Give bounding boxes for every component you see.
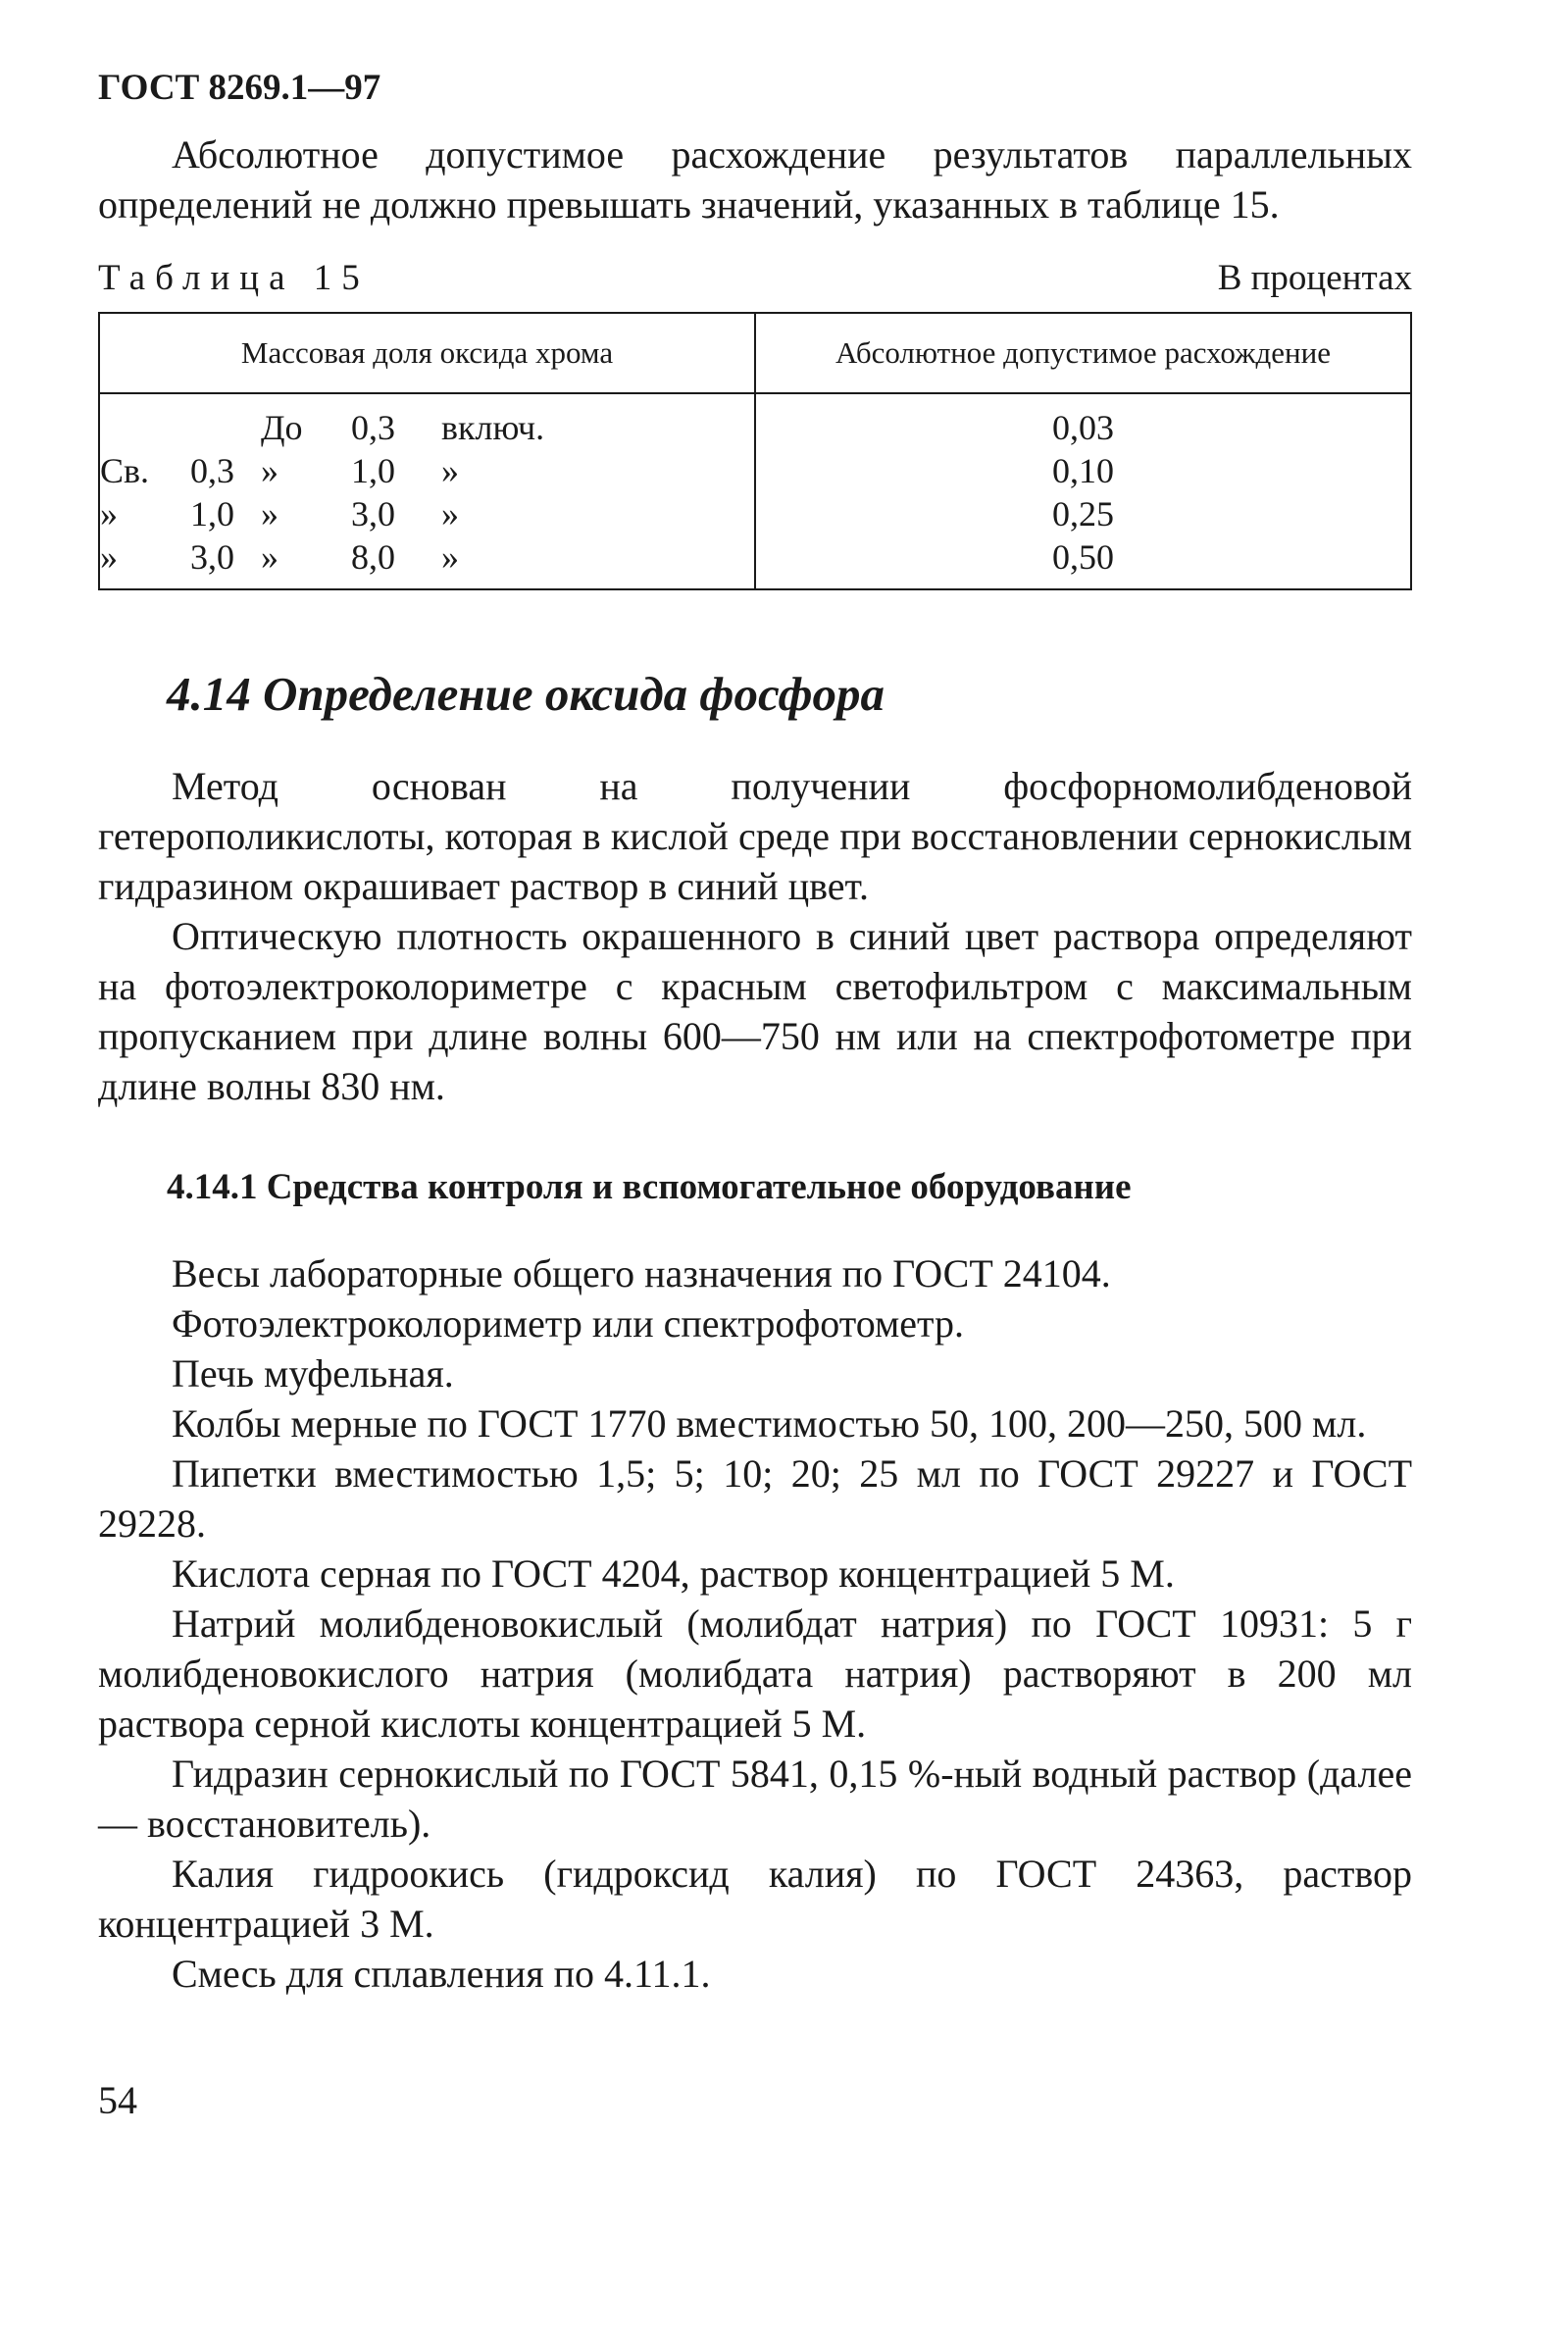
- range-to: 0,3: [351, 408, 395, 447]
- subsection-title: 4.14.1 Средства контроля и вспомогательное оборудование: [167, 1167, 1132, 1207]
- equipment-list: [98, 1248, 1412, 1999]
- range-to: 8,0: [351, 537, 395, 577]
- range-to: 3,0: [351, 494, 395, 533]
- range-suffix: »: [441, 494, 459, 533]
- column-header-deviation: Абсолютное допустимое расхождение: [755, 313, 1411, 393]
- document-page: [98, 69, 1412, 1999]
- equipment-item: Калия гидроокись (гидроксид калия) по ГОСТ 24363, раствор концентрацией 3 М.: [98, 1852, 1412, 1946]
- column-header-mass-fraction: Массовая доля оксида хрома: [99, 313, 755, 393]
- range-prefix: [100, 406, 190, 449]
- equipment-item: Кислота серная по ГОСТ 4204, раствор концентрацией 5 М.: [172, 1551, 1175, 1596]
- range-prefix: Св.: [100, 451, 150, 490]
- range-row: [100, 449, 754, 492]
- equipment-item: Фотоэлектроколориметр или спектрофотометр.: [172, 1301, 965, 1346]
- range-suffix: включ.: [441, 408, 545, 447]
- equipment-item: Натрий молибденовокислый (молибдат натрия) по ГОСТ 10931: 5 г молибденовокислого натрия (молибдата натрия) растворяют в 200 мл раствора серной кислоты концентрацией 5 М.: [98, 1601, 1412, 1746]
- equipment-item: Весы лабораторные общего назначения по ГОСТ 24104.: [172, 1251, 1111, 1296]
- deviation-value: 0,03: [1052, 408, 1114, 447]
- deviation-values: [755, 393, 1411, 589]
- page-number: 54: [98, 2078, 137, 2122]
- range-from: 1,0: [190, 494, 234, 533]
- document-code: ГОСТ 8269.1—97: [98, 68, 381, 108]
- range-prefix: »: [100, 537, 118, 577]
- range-row: [100, 492, 754, 535]
- equipment-item: Смесь для сплавления по 4.11.1.: [172, 1952, 711, 1996]
- mass-fraction-ranges: [99, 393, 755, 589]
- section-title: 4.14 Определение оксида фосфора: [167, 667, 885, 721]
- range-from: 3,0: [190, 537, 234, 577]
- range-suffix: »: [441, 451, 459, 490]
- table-header-row: [99, 313, 1411, 393]
- range-to-word: »: [261, 537, 278, 577]
- range-to-word: »: [261, 451, 278, 490]
- equipment-item: Пипетки вместимостью 1,5; 5; 10; 20; 25 мл по ГОСТ 29227 и ГОСТ 29228.: [98, 1451, 1412, 1546]
- section-paragraph: Оптическую плотность окрашенного в синий цвет раствора определяют на фотоэлектроколориметре с красным светофильтром с максимальным пропусканием при длине волны 600—750 нм или на спектрофотометре при длине волны 830 нм.: [98, 914, 1412, 1108]
- section-paragraph: Метод основан на получении фосфорномолибденовой гетерополикислоты, которая в кислой среде при восстановлении сернокислым гидразином окрашивает раствор в синий цвет.: [98, 764, 1412, 908]
- range-to-word: До: [261, 408, 303, 447]
- equipment-item: Печь муфельная.: [172, 1351, 454, 1396]
- deviation-value: 0,50: [1052, 537, 1114, 577]
- equipment-item: Гидразин сернокислый по ГОСТ 5841, 0,15 %-ный водный раствор (далее — восстановитель).: [98, 1752, 1412, 1846]
- range-row: [100, 535, 754, 579]
- table-caption: Таблица 15: [98, 258, 370, 298]
- range-to: 1,0: [351, 451, 395, 490]
- range-from: 0,3: [190, 451, 234, 490]
- table-caption-row: [98, 257, 1412, 300]
- table-units: В процентах: [1217, 258, 1412, 298]
- deviation-value: 0,10: [1052, 451, 1114, 490]
- range-row: [100, 406, 754, 449]
- equipment-item: Колбы мерные по ГОСТ 1770 вместимостью 50, 100, 200—250, 500 мл.: [172, 1401, 1367, 1446]
- range-to-word: »: [261, 494, 278, 533]
- range-prefix: »: [100, 494, 118, 533]
- deviation-value: 0,25: [1052, 494, 1114, 533]
- table-15: [98, 312, 1412, 590]
- table-body-row: [99, 393, 1411, 589]
- intro-paragraph: Абсолютное допустимое расхождение результатов параллельных определений не должно превышать значений, указанных в таблице 15.: [98, 132, 1412, 227]
- range-suffix: »: [441, 537, 459, 577]
- range-from: [190, 406, 261, 449]
